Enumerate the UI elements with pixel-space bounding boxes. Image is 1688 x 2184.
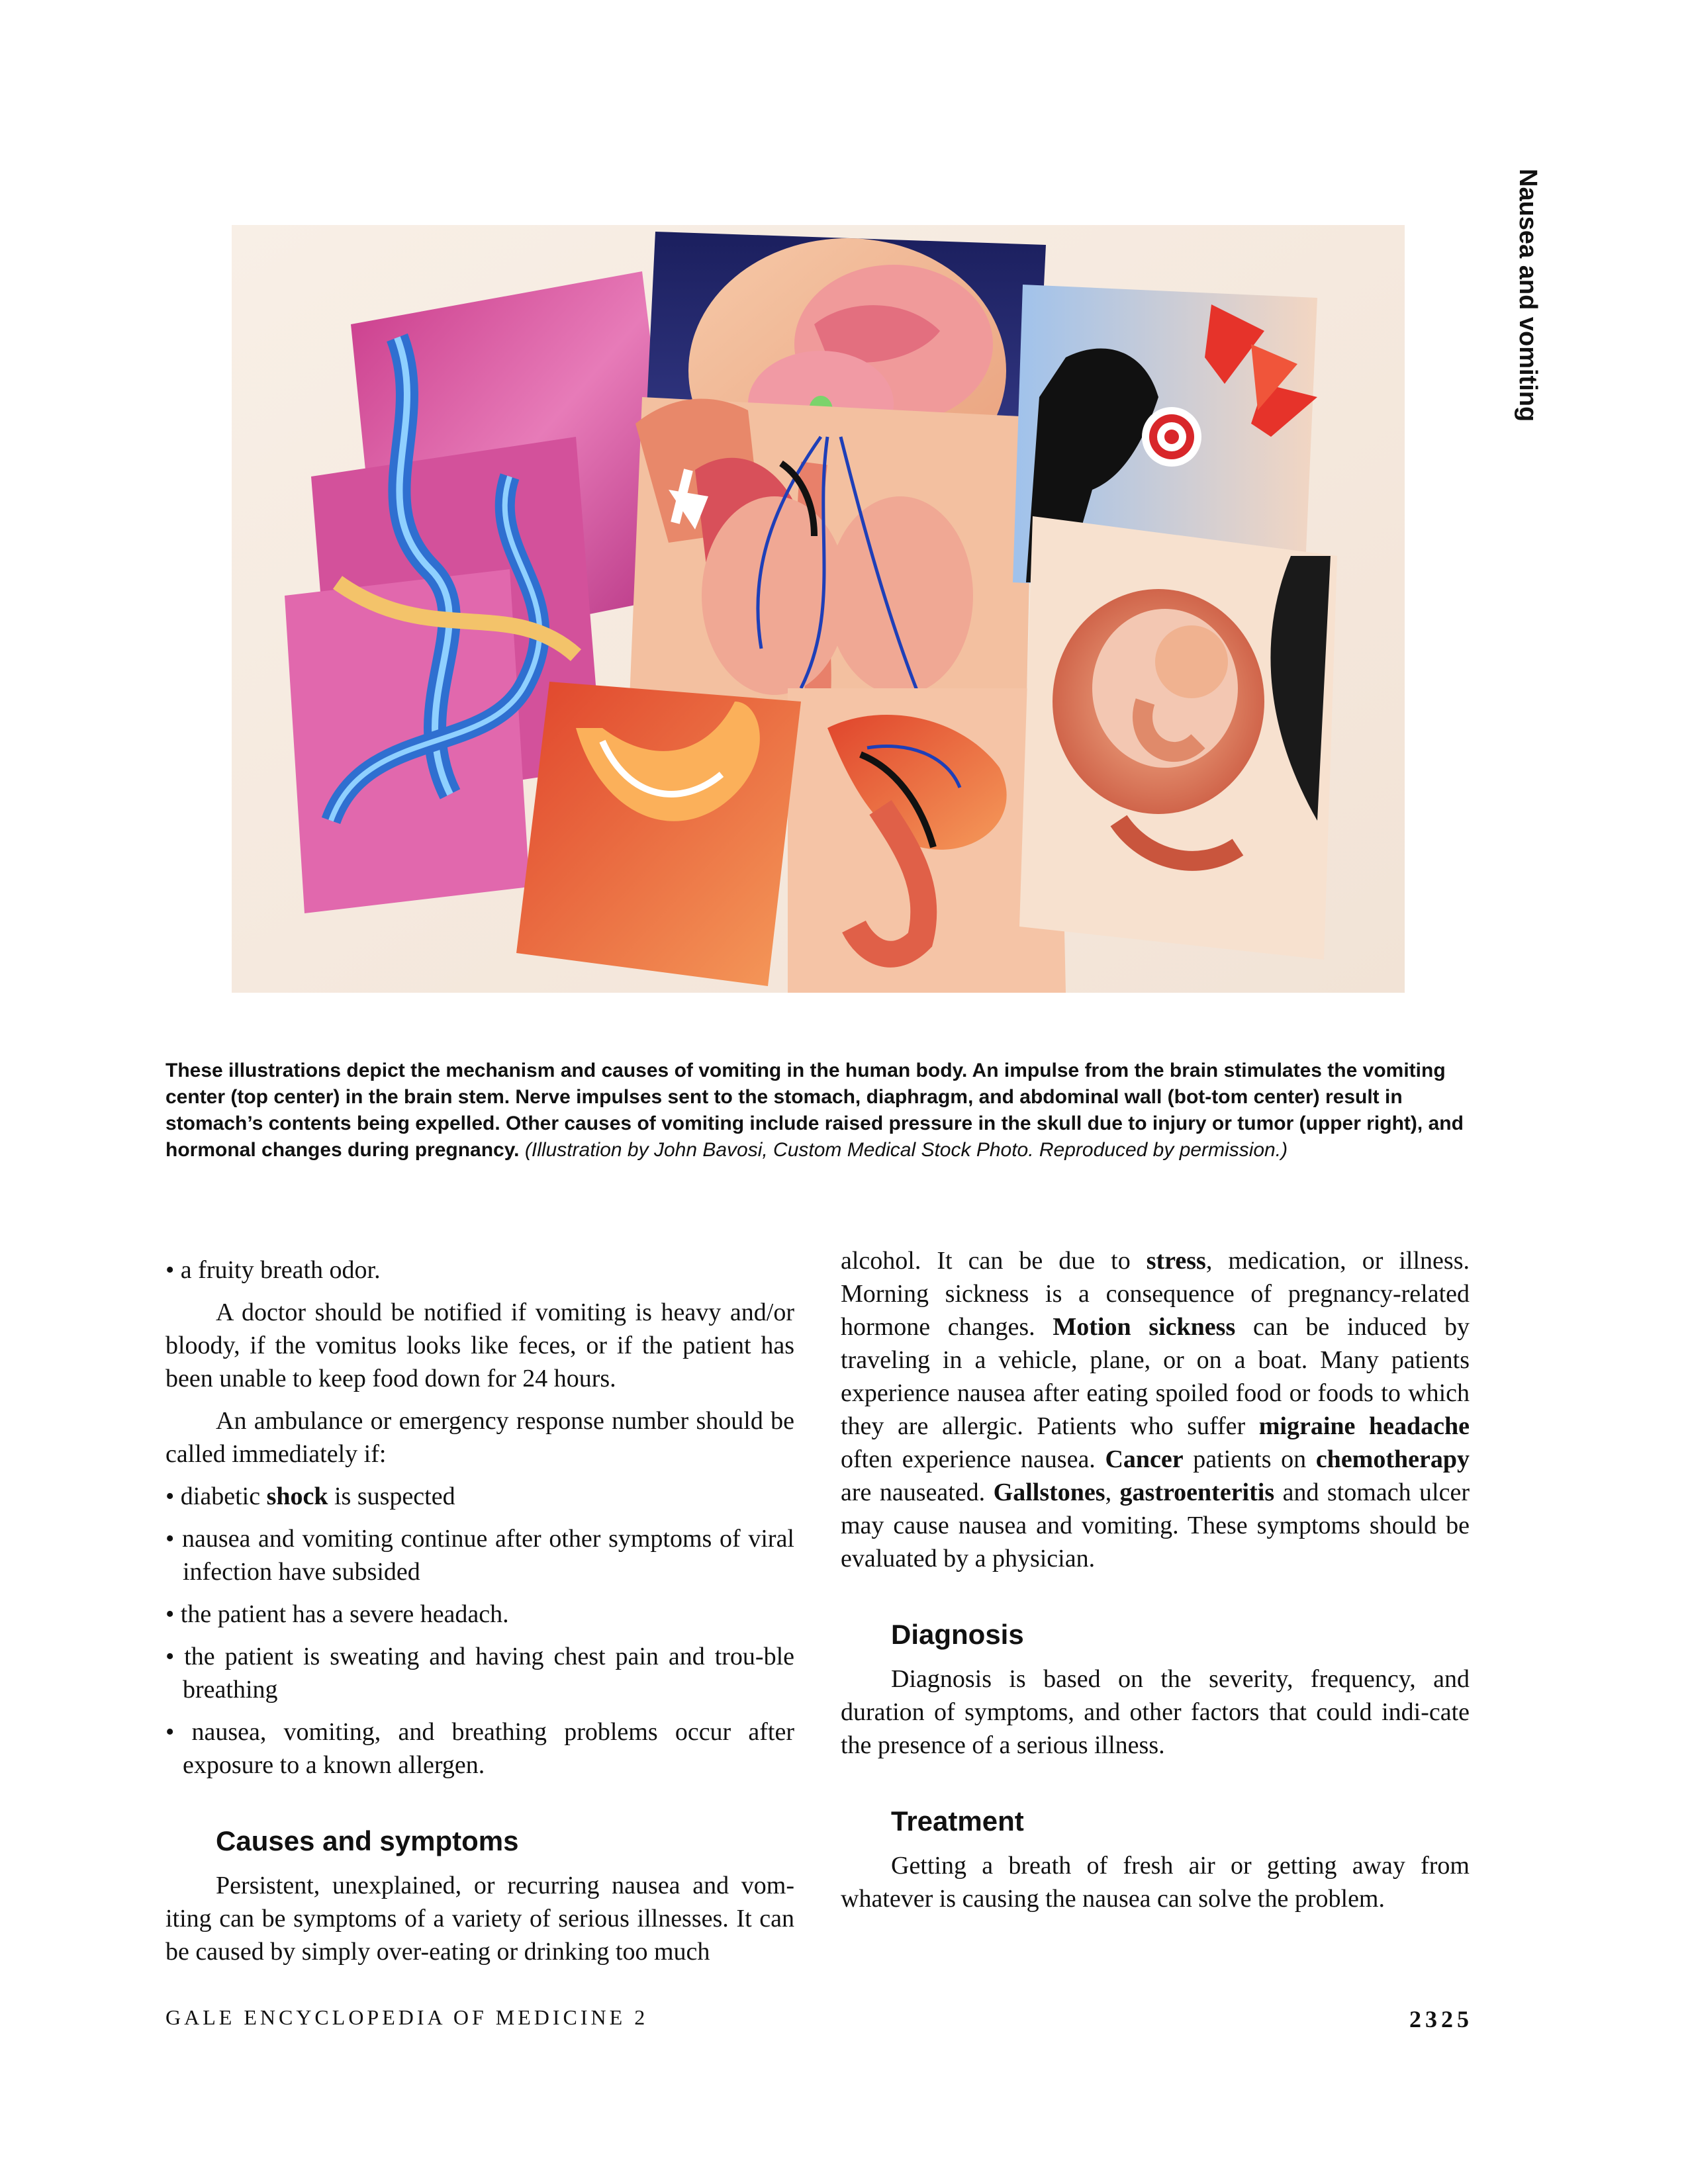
bullet-diabetic-shock xyxy=(165,1480,794,1513)
bullet-chest-pain: • the patient is sweating and having chest pain and trou-ble breathing xyxy=(165,1643,794,1704)
side-tab xyxy=(1506,169,1546,447)
text-run: , medication, or illness. Morning sickness is a consequence of pregnancy-related hormone changes. xyxy=(841,1247,1470,1341)
paragraph-diagnosis: Diagnosis is based on the severity, frequency, and duration of symptoms, and other factors that could indi-cate the presence of a serious illness. xyxy=(841,1665,1470,1759)
bullet-allergen: • nausea, vomiting, and breathing problems occur after exposure to a known allergen. xyxy=(165,1718,794,1779)
term-shock: shock xyxy=(266,1482,328,1510)
right-column xyxy=(841,1244,1470,1915)
paragraph-causes: Persistent, unexplained, or recurring nausea and vom-iting can be symptoms of a variety of serious illnesses. It can be caused by simply over-eating or drinking too much xyxy=(165,1872,794,1966)
footer-publication-title: GALE ENCYCLOPEDIA OF MEDICINE 2 xyxy=(165,2005,649,2029)
paragraph-causes-continued xyxy=(841,1244,1470,1575)
bullet-headache: • the patient has a severe headach. xyxy=(165,1600,509,1628)
bullet-viral-infection: • nausea and vomiting continue after other symptoms of viral infection have subsided xyxy=(165,1525,794,1586)
term-chemotherapy: chemotherapy xyxy=(1315,1445,1470,1473)
term-migraine-headache: migraine headache xyxy=(1258,1412,1470,1440)
caption-text: These illustrations depict the mechanism and causes of vomiting in the human body. An impulse from the brain stimulates the vomiting center (top center) in the brain stem. Nerve impulses sent to the stomach, diaphragm, and abdominal wall (bot-tom center) result in stomach’s contents being expelled. Other causes of vomiting include raised pressure in the skull due to injury or tumor (upper right), and hormonal changes during pregnancy. xyxy=(165,1060,1464,1161)
term-motion-sickness: Motion sickness xyxy=(1053,1313,1236,1341)
footer-page-number: 2325 xyxy=(1409,2006,1473,2032)
text-run: and stomach ulcer may cause nausea and vomiting. These symptoms should be evaluated by a physician. xyxy=(841,1479,1470,1572)
vomiting-illustration xyxy=(232,225,1405,993)
left-column xyxy=(165,1244,794,1968)
term-stress: stress xyxy=(1146,1247,1206,1275)
term-gallstones: Gallstones xyxy=(993,1479,1105,1506)
paragraph-treatment: Getting a breath of fresh air or getting away from whatever is causing the nausea can solve the problem. xyxy=(841,1852,1470,1913)
term-gastroenteritis: gastroenteritis xyxy=(1119,1479,1275,1506)
bullet-text: is suspected xyxy=(328,1482,455,1510)
paragraph-doctor: A doctor should be notified if vomiting is heavy and/or bloody, if the vomitus looks like feces, or if the patient has been unable to keep food down for 24 hours. xyxy=(165,1298,794,1392)
text-run: alcohol. It can be due to xyxy=(841,1247,1147,1275)
heading-causes-and-symptoms: Causes and symptoms xyxy=(216,1825,519,1856)
text-run: often experience nausea. xyxy=(841,1445,1105,1473)
paragraph-ambulance: An ambulance or emergency response number should be called immediately if: xyxy=(165,1407,794,1468)
text-run: patients on xyxy=(1183,1445,1316,1473)
caption-credit: (Illustration by John Bavosi, Custom Medical Stock Photo. Reproduced by permission.) xyxy=(524,1139,1288,1161)
side-tab-label: Nausea and vomiting xyxy=(1514,169,1542,422)
heading-diagnosis: Diagnosis xyxy=(891,1619,1024,1650)
bullet-fruity-breath: • a fruity breath odor. xyxy=(165,1256,381,1284)
text-run: can be induced by traveling in a vehicle, plane, or on a boat. Many patients experience nausea after eating spoiled food or foods to which they are allergic. Patients who suffer xyxy=(841,1313,1470,1440)
text-run: are nauseated. xyxy=(841,1479,994,1506)
term-cancer: Cancer xyxy=(1105,1445,1184,1473)
heading-treatment: Treatment xyxy=(891,1805,1024,1837)
bullet-text: • diabetic xyxy=(165,1482,267,1510)
text-run: , xyxy=(1105,1479,1120,1506)
figure-caption xyxy=(165,1058,1476,1163)
